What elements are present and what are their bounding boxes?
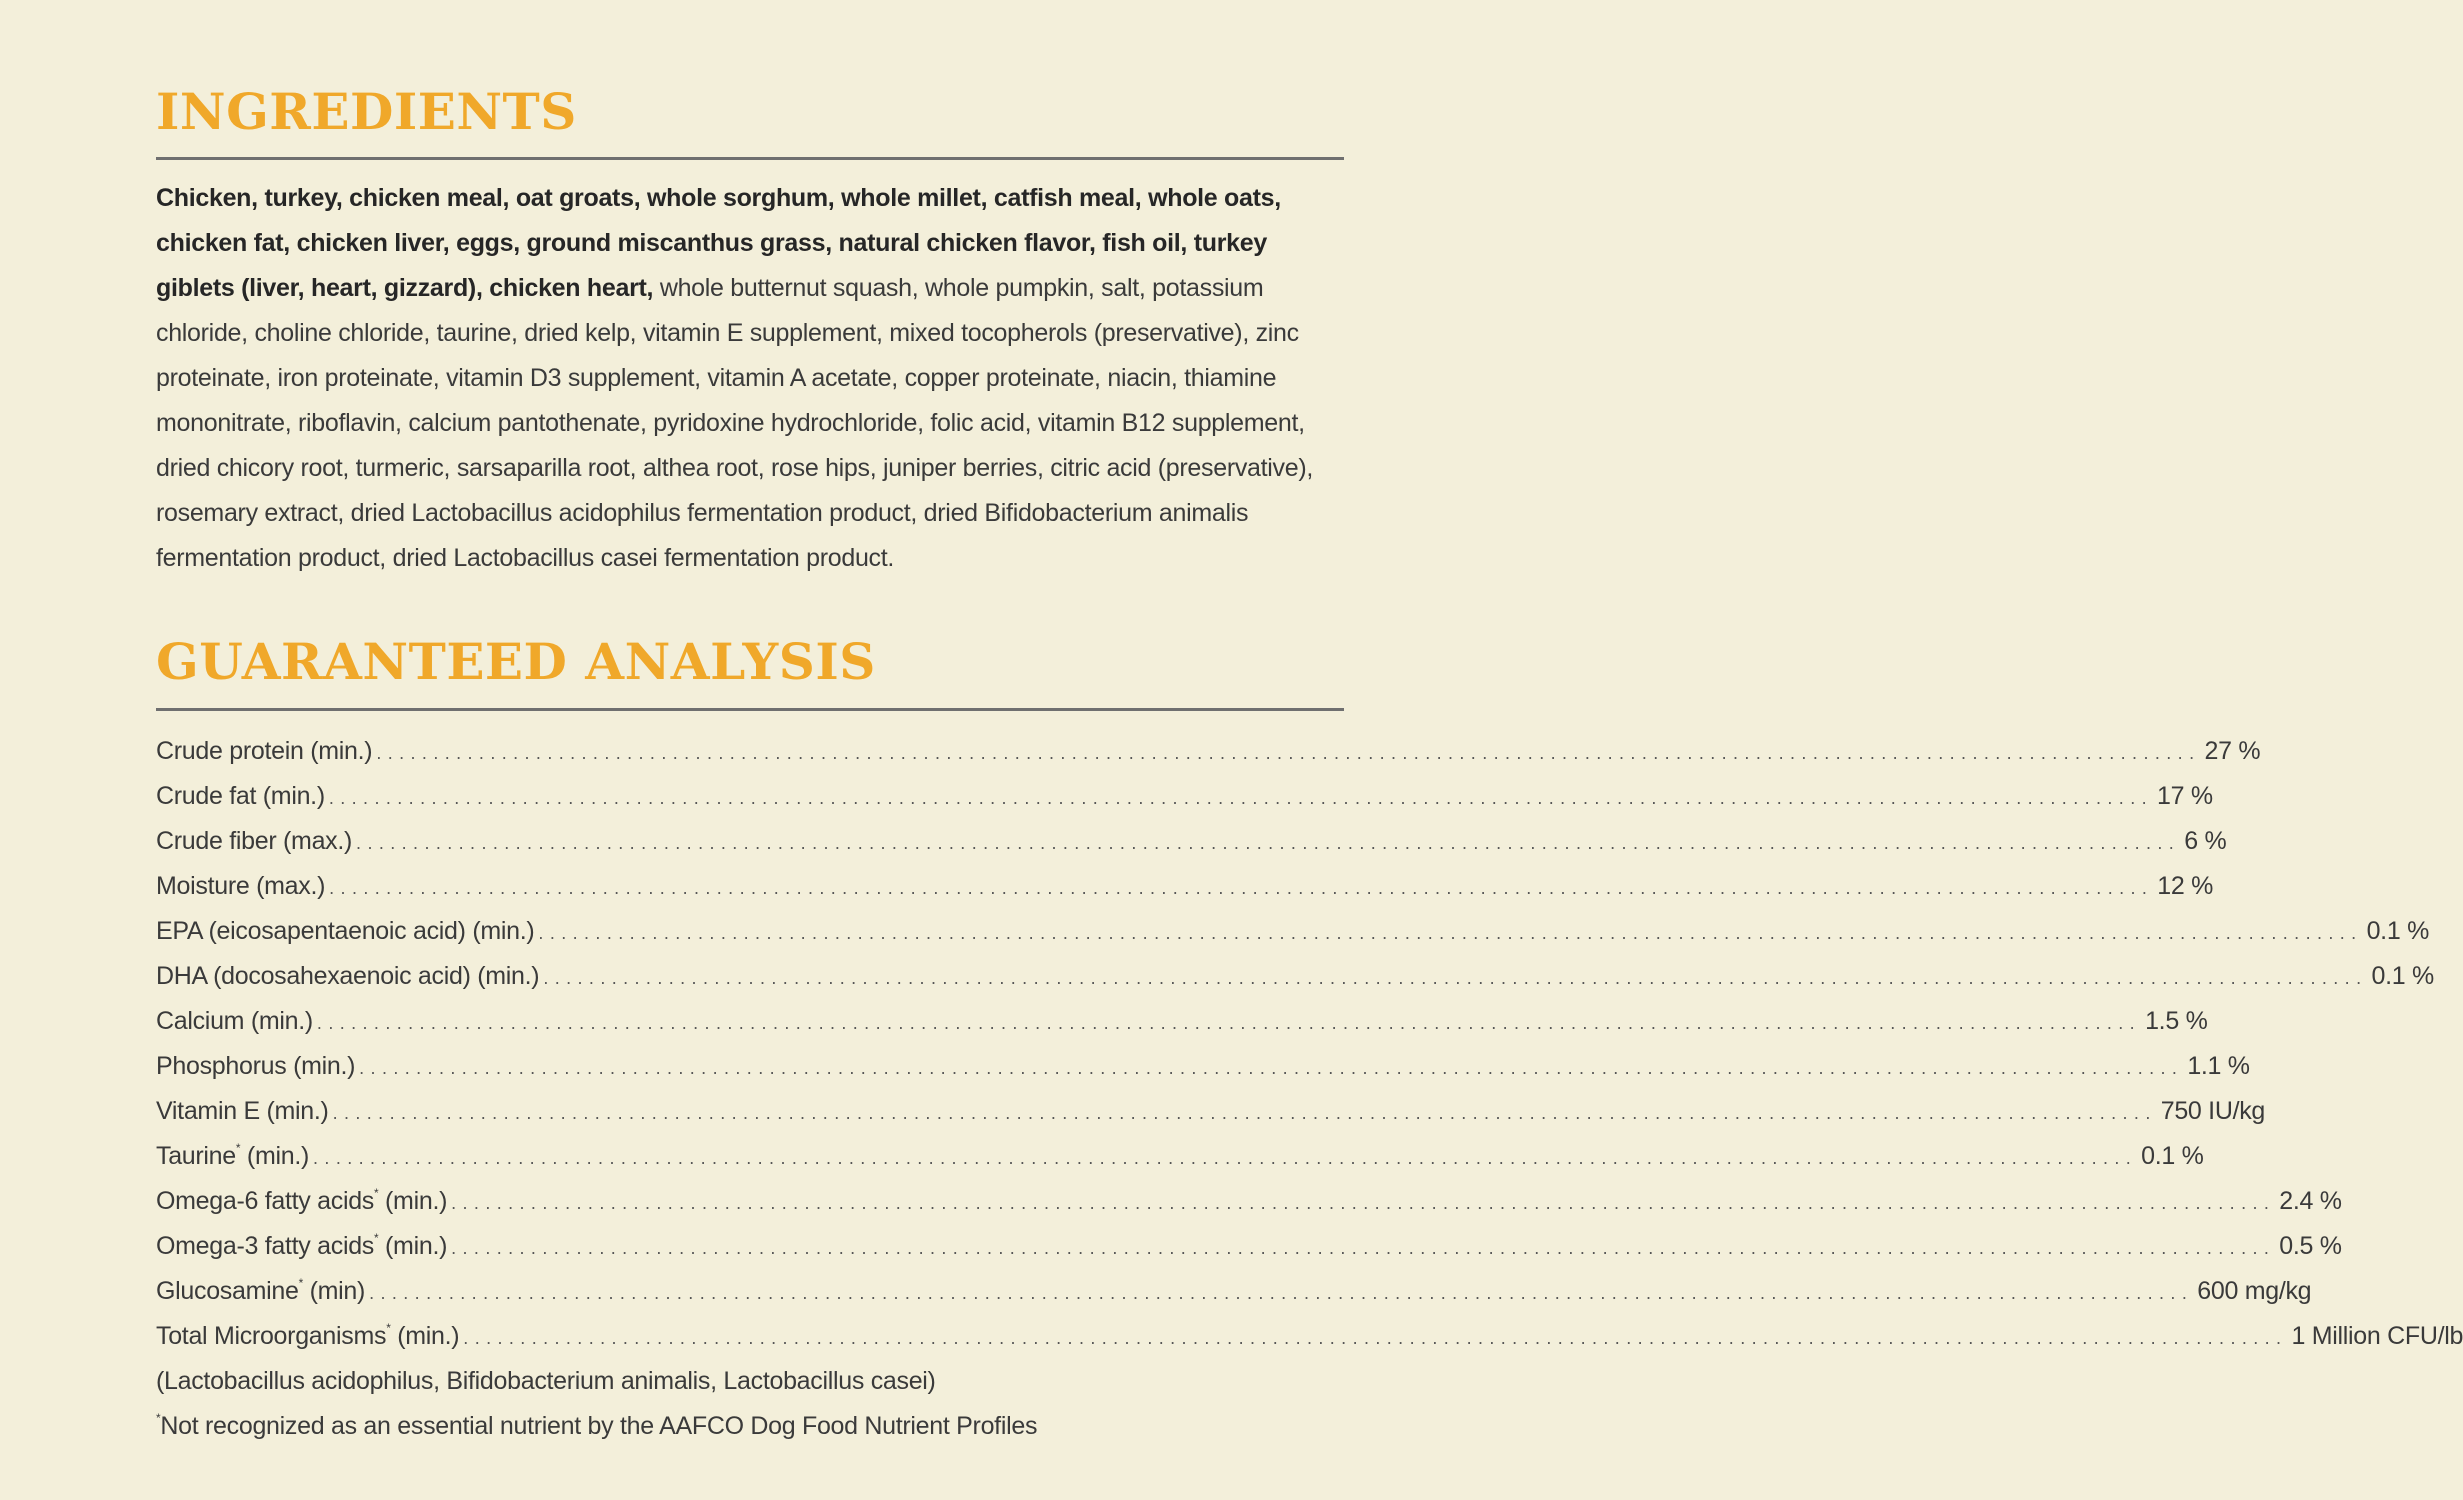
analysis-value: 750 IU/kg (2160, 1097, 2266, 1125)
analysis-value: 27 % (2204, 737, 2261, 765)
analysis-value: 2.4 % (2279, 1187, 2342, 1215)
analysis-label (156, 1044, 355, 1089)
analysis-value: 0.1 % (2366, 917, 2430, 945)
analysis-row (156, 954, 2434, 999)
analysis-value: 12 % (2157, 872, 2214, 900)
analysis-row (156, 1179, 2342, 1224)
nutrient-name: DHA (docosahexaenoic acid) (min.) (156, 962, 540, 990)
asterisk-mark: * (298, 1276, 303, 1290)
analysis-label (156, 819, 352, 864)
nutrient-name: Calcium (min.) (156, 1007, 313, 1035)
nutrient-name: Crude protein (min.) (156, 737, 373, 765)
nutrient-qualifier: (min.) (378, 1187, 448, 1215)
ingredients-divider (156, 157, 1344, 160)
analysis-row (156, 1314, 2463, 1359)
analysis-label (156, 864, 325, 909)
analysis-divider (156, 708, 1344, 711)
nutrient-qualifier: (min.) (390, 1322, 460, 1350)
analysis-row (156, 774, 2213, 819)
nutrient-name: Total Microorganisms (156, 1322, 387, 1350)
dot-leader: ................................................................................................................................................................ (369, 1283, 2194, 1303)
nutrient-qualifier: (min) (302, 1277, 366, 1305)
nutrient-name: Glucosamine (156, 1277, 299, 1305)
dot-leader: ................................................................................................................................................................ (359, 1058, 2184, 1078)
nutrient-name: Phosphorus (min.) (156, 1052, 356, 1080)
ingredients-heading: INGREDIENTS (156, 82, 577, 141)
dot-leader: ................................................................................................................................................................ (543, 968, 2368, 988)
analysis-value: 600 mg/kg (2197, 1277, 2312, 1305)
analysis-rows (156, 729, 2463, 1359)
analysis-label (156, 774, 325, 819)
footnote-text: Not recognized as an essential nutrient by the AAFCO Dog Food Nutrient Profiles (160, 1412, 1038, 1440)
analysis-row (156, 999, 2208, 1044)
analysis-value: 1 Million CFU/lb (2291, 1322, 2463, 1350)
dot-leader: ................................................................................................................................................................ (313, 1148, 2138, 1168)
ingredients-primary: Chicken, turkey, chicken meal, oat groats, whole sorghum, whole millet, catfish meal, whole oats, chicken fat, chicken liver, eggs, ground miscanthus grass, natural chicken flavor, fish oil, turkey giblets (liver, heart, gizzard), chicken heart, (156, 184, 1281, 302)
nutrient-name: Taurine (156, 1142, 236, 1170)
asterisk-mark: * (374, 1186, 379, 1200)
analysis-label (156, 999, 313, 1044)
nutrient-name: Crude fiber (max.) (156, 827, 353, 855)
analysis-row (156, 864, 2214, 909)
analysis-value: 6 % (2184, 827, 2227, 855)
dot-leader: ................................................................................................................................................................ (538, 923, 2363, 943)
analysis-label (156, 1269, 365, 1314)
nutrient-name: Crude fat (min.) (156, 782, 325, 810)
guaranteed-analysis-heading: GUARANTEED ANALYSIS (156, 632, 876, 691)
analysis-label (156, 1314, 459, 1359)
dot-leader: ................................................................................................................................................................ (329, 878, 2154, 898)
nutrient-qualifier: (min.) (378, 1232, 448, 1260)
ingredients-secondary: whole butternut squash, whole pumpkin, salt, potassium chloride, choline chloride, taurine, dried kelp, vitamin E supplement, mixed tocopherols (preservative), zinc proteinate, iron proteinate, vitamin D3 supplement, vitamin A acetate, copper proteinate, niacin, thiamine mononitrate, riboflavin, calcium pantothenate, pyridoxine hydrochloride, folic acid, vitamin B12 supplement, dried chicory root, turmeric, sarsaparilla root, althea root, rose hips, juniper berries, citric acid (preservative), rosemary extract, dried Lactobacillus acidophilus fermentation product, dried Bifidobacterium animalis fermentation product, dried Lactobacillus casei fermentation product. (156, 274, 1314, 572)
analysis-label (156, 729, 372, 774)
footnote (156, 1404, 1344, 1449)
dot-leader: ................................................................................................................................................................ (451, 1193, 2276, 1213)
analysis-value: 1.5 % (2145, 1007, 2208, 1035)
organisms-note: (Lactobacillus acidophilus, Bifidobacterium animalis, Lactobacillus casei) (156, 1367, 936, 1395)
nutrient-qualifier: (min.) (240, 1142, 310, 1170)
analysis-row (156, 1224, 2342, 1269)
nutrient-name: Omega-3 fatty acids (156, 1232, 375, 1260)
analysis-table (156, 729, 2463, 1449)
analysis-value: 17 % (2157, 782, 2213, 810)
analysis-label (156, 1179, 447, 1224)
ingredients-list (156, 176, 1344, 581)
analysis-label (156, 1224, 447, 1269)
asterisk-mark: * (235, 1141, 241, 1155)
analysis-value: 0.5 % (2279, 1232, 2342, 1260)
analysis-value: 0.1 % (2371, 962, 2434, 990)
analysis-row (156, 1089, 2266, 1134)
dot-leader: ................................................................................................................................................................ (463, 1328, 2288, 1348)
dot-leader: ................................................................................................................................................................ (328, 788, 2154, 808)
analysis-label (156, 1134, 309, 1179)
nutrient-name: EPA (eicosapentaenoic acid) (min.) (156, 917, 535, 945)
analysis-value: 0.1 % (2141, 1142, 2204, 1170)
analysis-row (156, 729, 2261, 774)
analysis-label (156, 954, 539, 999)
dot-leader: ................................................................................................................................................................ (316, 1013, 2142, 1033)
dot-leader: ................................................................................................................................................................ (332, 1103, 2157, 1123)
analysis-row (156, 1269, 2312, 1314)
asterisk-mark: * (386, 1321, 391, 1335)
footnote-mark: * (156, 1411, 161, 1425)
analysis-row (156, 1134, 2204, 1179)
analysis-value: 1.1 % (2187, 1052, 2250, 1080)
analysis-row (156, 909, 2430, 954)
dot-leader: ................................................................................................................................................................ (356, 833, 2181, 853)
nutrient-name: Vitamin E (min.) (156, 1097, 329, 1125)
nutrient-name: Omega-6 fatty acids (156, 1187, 375, 1215)
analysis-label (156, 1089, 329, 1134)
dot-leader: ................................................................................................................................................................ (376, 743, 2201, 763)
analysis-label (156, 909, 534, 954)
nutrient-name: Moisture (max.) (156, 872, 326, 900)
asterisk-mark: * (374, 1231, 379, 1245)
dot-leader: ................................................................................................................................................................ (451, 1238, 2276, 1258)
analysis-row (156, 1044, 2250, 1089)
analysis-row (156, 819, 2227, 864)
